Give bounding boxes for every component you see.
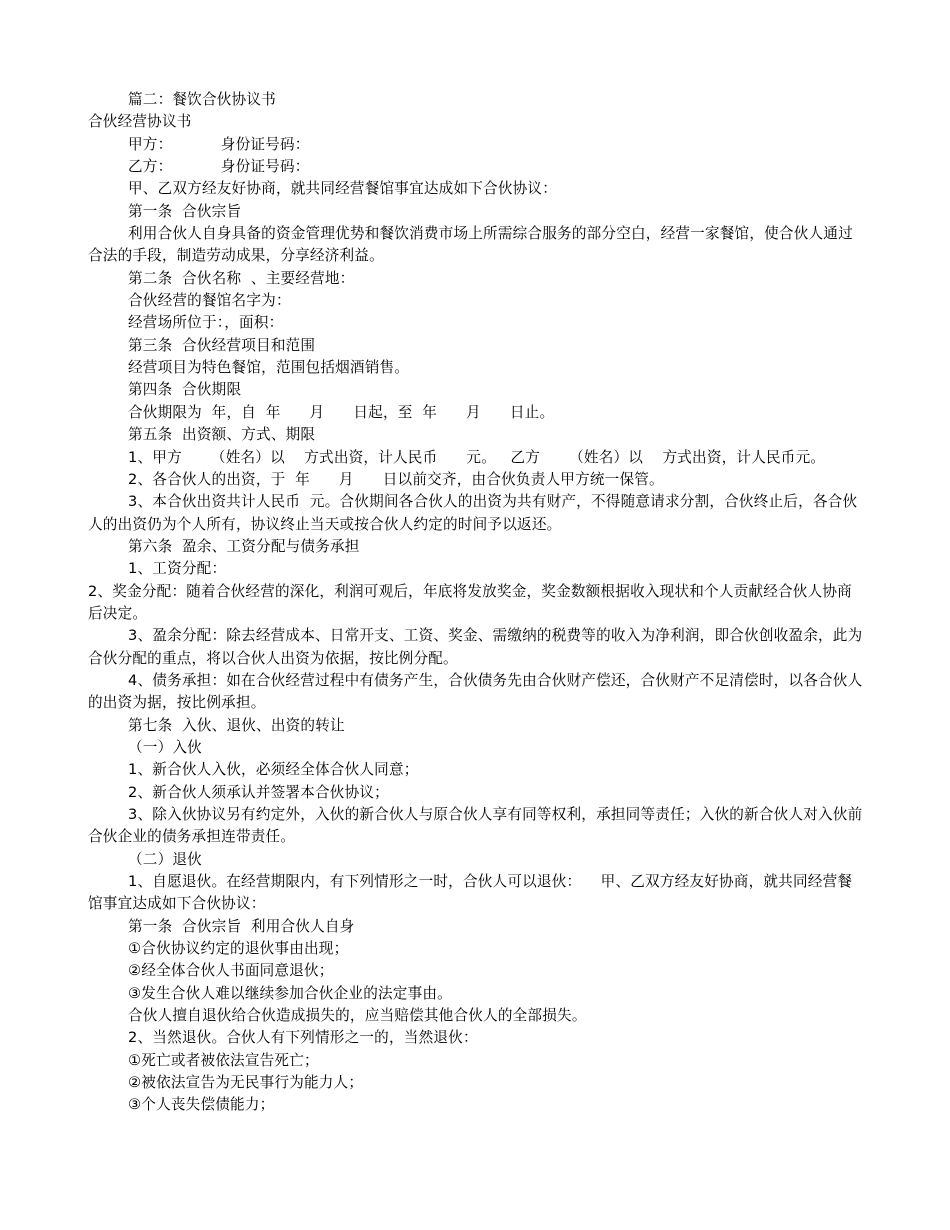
party-a-line: 甲方： 身份证号码： bbox=[128, 135, 310, 153]
article-heading: 第四条 合伙期限 bbox=[128, 381, 242, 399]
list-item: ②被依法宣告为无民事行为能力人； bbox=[128, 1074, 364, 1092]
article-heading: 第五条 出资额、方式、期限 bbox=[128, 426, 316, 444]
subsection-heading: （一）入伙 bbox=[128, 738, 202, 756]
paragraph: 2、奖金分配：随着合伙经营的深化，利润可观后，年底将发放奖金，奖金数额根据收入现状和个人贡献经合伙人协商后决定。 bbox=[88, 582, 852, 622]
paragraph: 利用合伙人自身具备的资金管理优势和餐饮消费市场上所需综合服务的部分空白，经营一家餐馆，使合伙人通过合法的手段，制造劳动成果，分享经济利益。 bbox=[88, 225, 853, 265]
list-item: ①合伙协议约定的退伙事由出现； bbox=[128, 940, 349, 958]
article-heading: 第六条 盈余、工资分配与债务承担 bbox=[128, 537, 360, 555]
paragraph: 3、本合伙出资共计人民币 元。合伙期间各合伙人的出资为共有财产，不得随意请求分割，合伙终止后，各合伙人的出资仍为个人所有，协议终止当天或按合伙人约定的时间予以返还。 bbox=[88, 493, 858, 533]
paragraph: 2、各合伙人的出资，于 年 月 日以前交齐，由合伙负责人甲方统一保管。 bbox=[128, 470, 664, 488]
document-title: 合伙经营协议书 bbox=[88, 113, 192, 131]
list-item: ①死亡或者被依法宣告死亡； bbox=[128, 1051, 319, 1069]
paragraph: 合伙期限为 年，自 年 月 日起，至 年 月 日止。 bbox=[128, 403, 555, 421]
paragraph: 3、盈余分配：除去经营成本、日常开支、工资、奖金、需缴纳的税费等的收入为净利润，即合伙创收盈余，此为合伙分配的重点，将以合伙人出资为依据，按比例分配。 bbox=[88, 627, 863, 667]
paragraph: 合伙经营的餐馆名字为： bbox=[128, 292, 291, 310]
paragraph: 甲、乙双方经友好协商，就共同经营餐馆事宜达成如下合伙协议： bbox=[128, 180, 558, 198]
paragraph: 1、甲方 （姓名）以 方式出资，计人民币 元。 乙方 （姓名）以 方式出资，计人民币元。 bbox=[128, 448, 826, 466]
article-heading: 第一条 合伙宗旨 利用合伙人自身 bbox=[128, 917, 355, 935]
list-item: ③发生合伙人难以继续参加合伙企业的法定事由。 bbox=[128, 984, 452, 1002]
list-item: 3、除入伙协议另有约定外，入伙的新合伙人与原合伙人享有同等权利，承担同等责任；入伙的新合伙人对入伙前合伙企业的债务承担连带责任。 bbox=[88, 806, 863, 846]
article-heading: 第一条 合伙宗旨 bbox=[128, 202, 242, 220]
list-item: 1、新合伙人入伙，必须经全体合伙人同意； bbox=[128, 761, 419, 779]
document-body bbox=[88, 89, 863, 1117]
article-heading: 第三条 合伙经营项目和范围 bbox=[128, 336, 316, 354]
paragraph: 经营场所位于：，面积： bbox=[128, 314, 284, 332]
list-item: 2、新合伙人须承认并签署本合伙协议； bbox=[128, 783, 389, 801]
article-heading: 第七条 入伙、退伙、出资的转让 bbox=[128, 716, 345, 734]
list-item: ②经全体合伙人书面同意退伙； bbox=[128, 962, 334, 980]
list-item: ③个人丧失偿债能力； bbox=[128, 1096, 275, 1114]
subsection-heading: （二）退伙 bbox=[128, 850, 202, 868]
list-item: 1、自愿退伙。在经营期限内，有下列情形之一时，合伙人可以退伙： 甲、乙双方经友好协商，就共同经营餐馆事宜达成如下合伙协议： bbox=[88, 873, 853, 913]
paragraph: 经营项目为特色餐馆，范围包括烟酒销售。 bbox=[128, 359, 410, 377]
article-heading: 第二条 合伙名称 、主要经营地： bbox=[128, 269, 355, 287]
section-heading: 篇二：餐饮合伙协议书 bbox=[128, 91, 276, 108]
paragraph: 1、工资分配： bbox=[128, 560, 227, 578]
party-b-line: 乙方： 身份证号码： bbox=[128, 158, 310, 176]
paragraph: 合伙人擅自退伙给合伙造成损失的，应当赔偿其他合伙人的全部损失。 bbox=[128, 1007, 587, 1025]
paragraph: 4、债务承担：如在合伙经营过程中有债务产生，合伙债务先由合伙财产偿还，合伙财产不足清偿时，以各合伙人的出资为据，按比例承担。 bbox=[88, 671, 863, 712]
list-item: 2、当然退伙。合伙人有下列情形之一的，当然退伙： bbox=[128, 1029, 478, 1047]
